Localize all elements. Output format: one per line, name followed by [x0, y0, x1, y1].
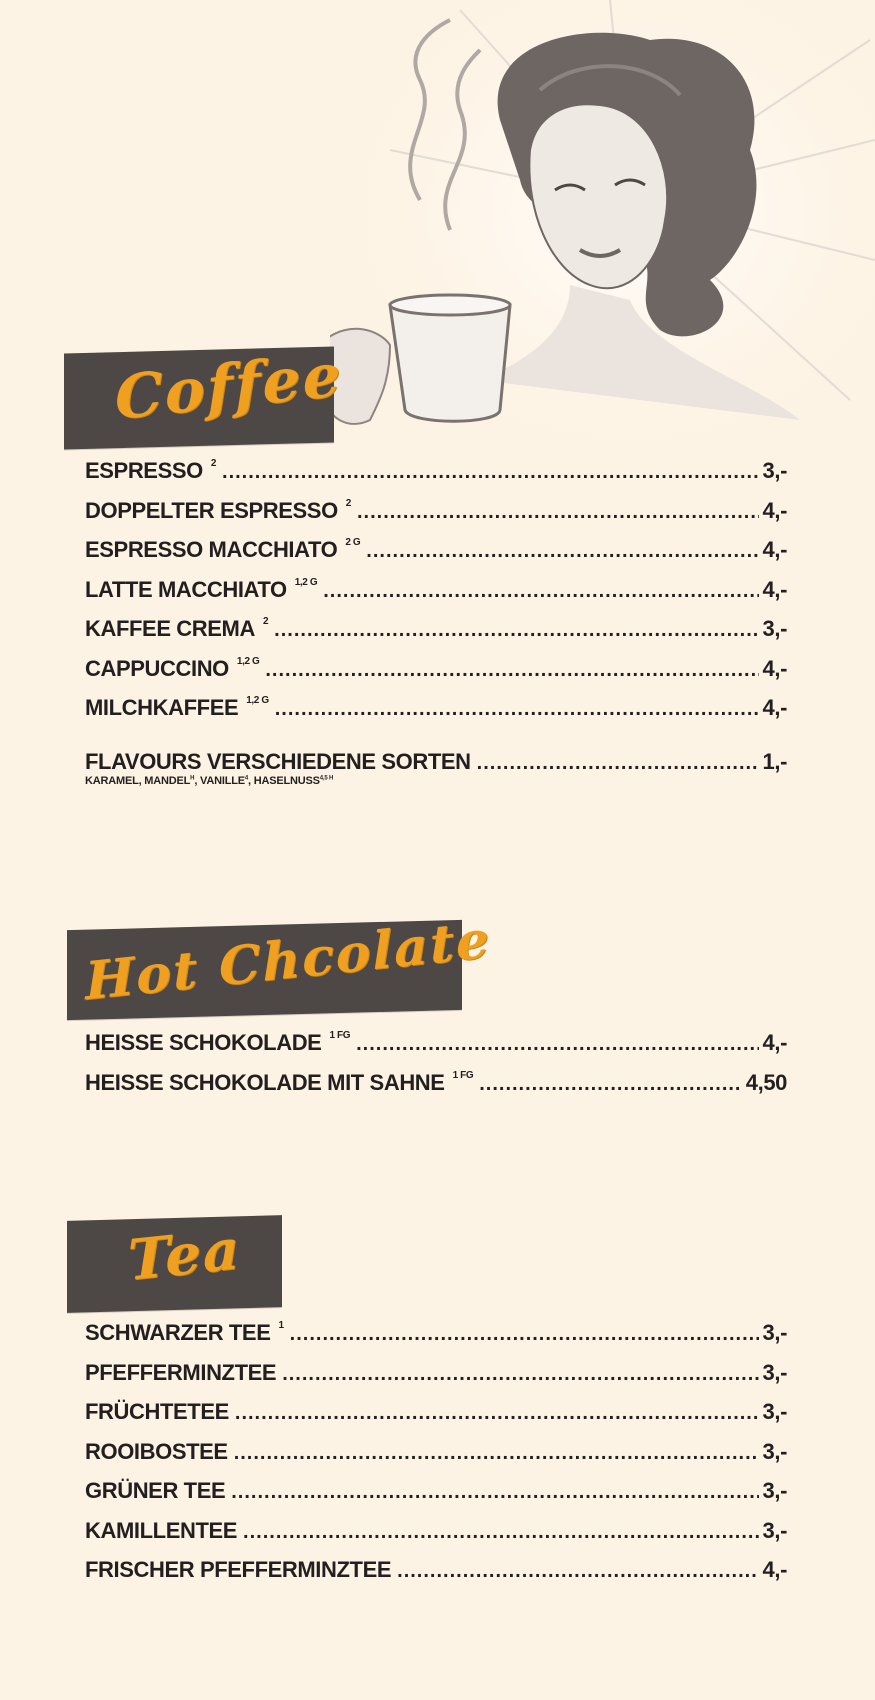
- menu-item: [85, 577, 787, 617]
- dot-leader: [397, 1560, 758, 1583]
- flavour-vanilla: , VANILLE: [194, 774, 245, 787]
- dot-leader: [231, 1481, 758, 1504]
- dot-leader: [243, 1521, 758, 1544]
- flavour-hazelnut: , HASELNUSS: [248, 774, 320, 787]
- item-name: LATTE MACCHIATO: [85, 576, 287, 602]
- menu-item: [85, 1518, 787, 1558]
- item-name: ROOIBOSTEE: [85, 1438, 228, 1464]
- item-name: ESPRESSO MACCHIATO: [85, 537, 338, 562]
- menu-item: [85, 695, 787, 735]
- dot-leader: [275, 698, 759, 721]
- item-name: PFEFFERMINZTEE: [85, 1359, 277, 1385]
- allergen-note: 1 FG: [452, 1069, 474, 1081]
- item-name: FRÜCHTETEE: [85, 1399, 229, 1424]
- allergen-note: 2: [210, 458, 217, 469]
- dot-leader: [357, 501, 759, 524]
- dot-leader: [235, 1402, 759, 1425]
- item-price: 4,-: [762, 1557, 787, 1582]
- menu-item: [85, 1439, 787, 1479]
- item-price: 3,-: [762, 1517, 787, 1543]
- item-price: 4,-: [762, 576, 787, 602]
- allergen-note: 1,2 G: [294, 576, 318, 588]
- item-name: HEISSE SCHOKOLADE MIT SAHNE: [85, 1069, 445, 1095]
- menu-item: [85, 1320, 787, 1360]
- allergen-note: 2 G: [345, 537, 361, 548]
- dot-leader: [290, 1323, 759, 1346]
- item-price: 3,-: [762, 1359, 787, 1385]
- dot-leader: [479, 1073, 742, 1096]
- dot-leader: [356, 1033, 758, 1056]
- menu-item: [85, 537, 787, 577]
- allergen-note: 2: [345, 497, 351, 509]
- item-price: 4,-: [762, 1030, 787, 1055]
- hot-chocolate-menu-list: [85, 1030, 787, 1109]
- item-price: 4,50: [745, 1069, 787, 1095]
- coffee-menu-list: [85, 458, 787, 787]
- item-name: KAFFEE CREMA: [85, 616, 255, 641]
- menu-item: [85, 1360, 787, 1400]
- dot-leader: [265, 659, 758, 682]
- dot-leader: [282, 1363, 758, 1386]
- menu-item: [85, 498, 787, 538]
- allergen-note: H: [190, 774, 195, 781]
- item-price: 1,-: [762, 748, 787, 774]
- item-price: 3,-: [762, 616, 787, 641]
- item-name: DOPPELTER ESPRESSO: [85, 497, 338, 523]
- item-name: MILCHKAFFEE: [85, 695, 239, 720]
- allergen-note: 1,2 G: [246, 695, 269, 706]
- item-name: SCHWARZER TEE: [85, 1320, 271, 1345]
- item-name: FRISCHER PFEFFERMINZTEE: [85, 1557, 392, 1582]
- flavours-item: [85, 749, 787, 779]
- flavour-caramel-almond: KARAMEL, MANDEL: [85, 774, 191, 787]
- menu-item: [85, 616, 787, 656]
- item-name: FLAVOURS VERSCHIEDENE SORTEN: [85, 748, 471, 774]
- item-price: 4,-: [762, 655, 787, 681]
- item-price: 4,-: [762, 497, 787, 523]
- item-price: 3,-: [762, 1478, 787, 1503]
- dot-leader: [477, 752, 759, 775]
- item-price: 4,-: [762, 537, 787, 562]
- allergen-note: 4,5 H: [319, 774, 334, 781]
- coffee-title: Coffee: [113, 340, 344, 434]
- menu-item: [85, 656, 787, 696]
- item-name: GRÜNER TEE: [85, 1478, 226, 1503]
- item-price: 3,-: [762, 1438, 787, 1464]
- menu-item: [85, 1399, 787, 1439]
- dot-leader: [274, 619, 758, 642]
- item-name: HEISSE SCHOKOLADE: [85, 1030, 322, 1055]
- item-price: 3,-: [762, 1399, 787, 1424]
- item-name: CAPPUCCINO: [85, 655, 229, 681]
- item-price: 4,-: [762, 695, 787, 720]
- menu-item: [85, 1557, 787, 1597]
- dot-leader: [234, 1442, 759, 1465]
- allergen-note: 1 FG: [329, 1030, 351, 1041]
- menu-item: [85, 458, 787, 498]
- allergen-note: 1,2 G: [236, 655, 260, 667]
- item-name: KAMILLENTEE: [85, 1517, 238, 1543]
- item-name: ESPRESSO: [85, 458, 203, 483]
- woman-with-coffee-cup-illustration: [330, 0, 875, 470]
- dot-leader: [366, 540, 758, 563]
- allergen-note: 2: [262, 616, 269, 627]
- item-price: 3,-: [762, 458, 787, 483]
- tea-title: Tea: [126, 1216, 243, 1294]
- dot-leader: [323, 580, 758, 603]
- hot-chocolate-title: Hot Chcolate: [84, 908, 492, 1013]
- menu-item: [85, 1070, 787, 1110]
- tea-menu-list: [85, 1320, 787, 1597]
- allergen-note: 4: [244, 774, 249, 781]
- item-price: 3,-: [762, 1320, 787, 1345]
- dot-leader: [222, 461, 759, 484]
- menu-item: [85, 1030, 787, 1070]
- menu-item: [85, 1478, 787, 1518]
- allergen-note: 1: [278, 1320, 284, 1331]
